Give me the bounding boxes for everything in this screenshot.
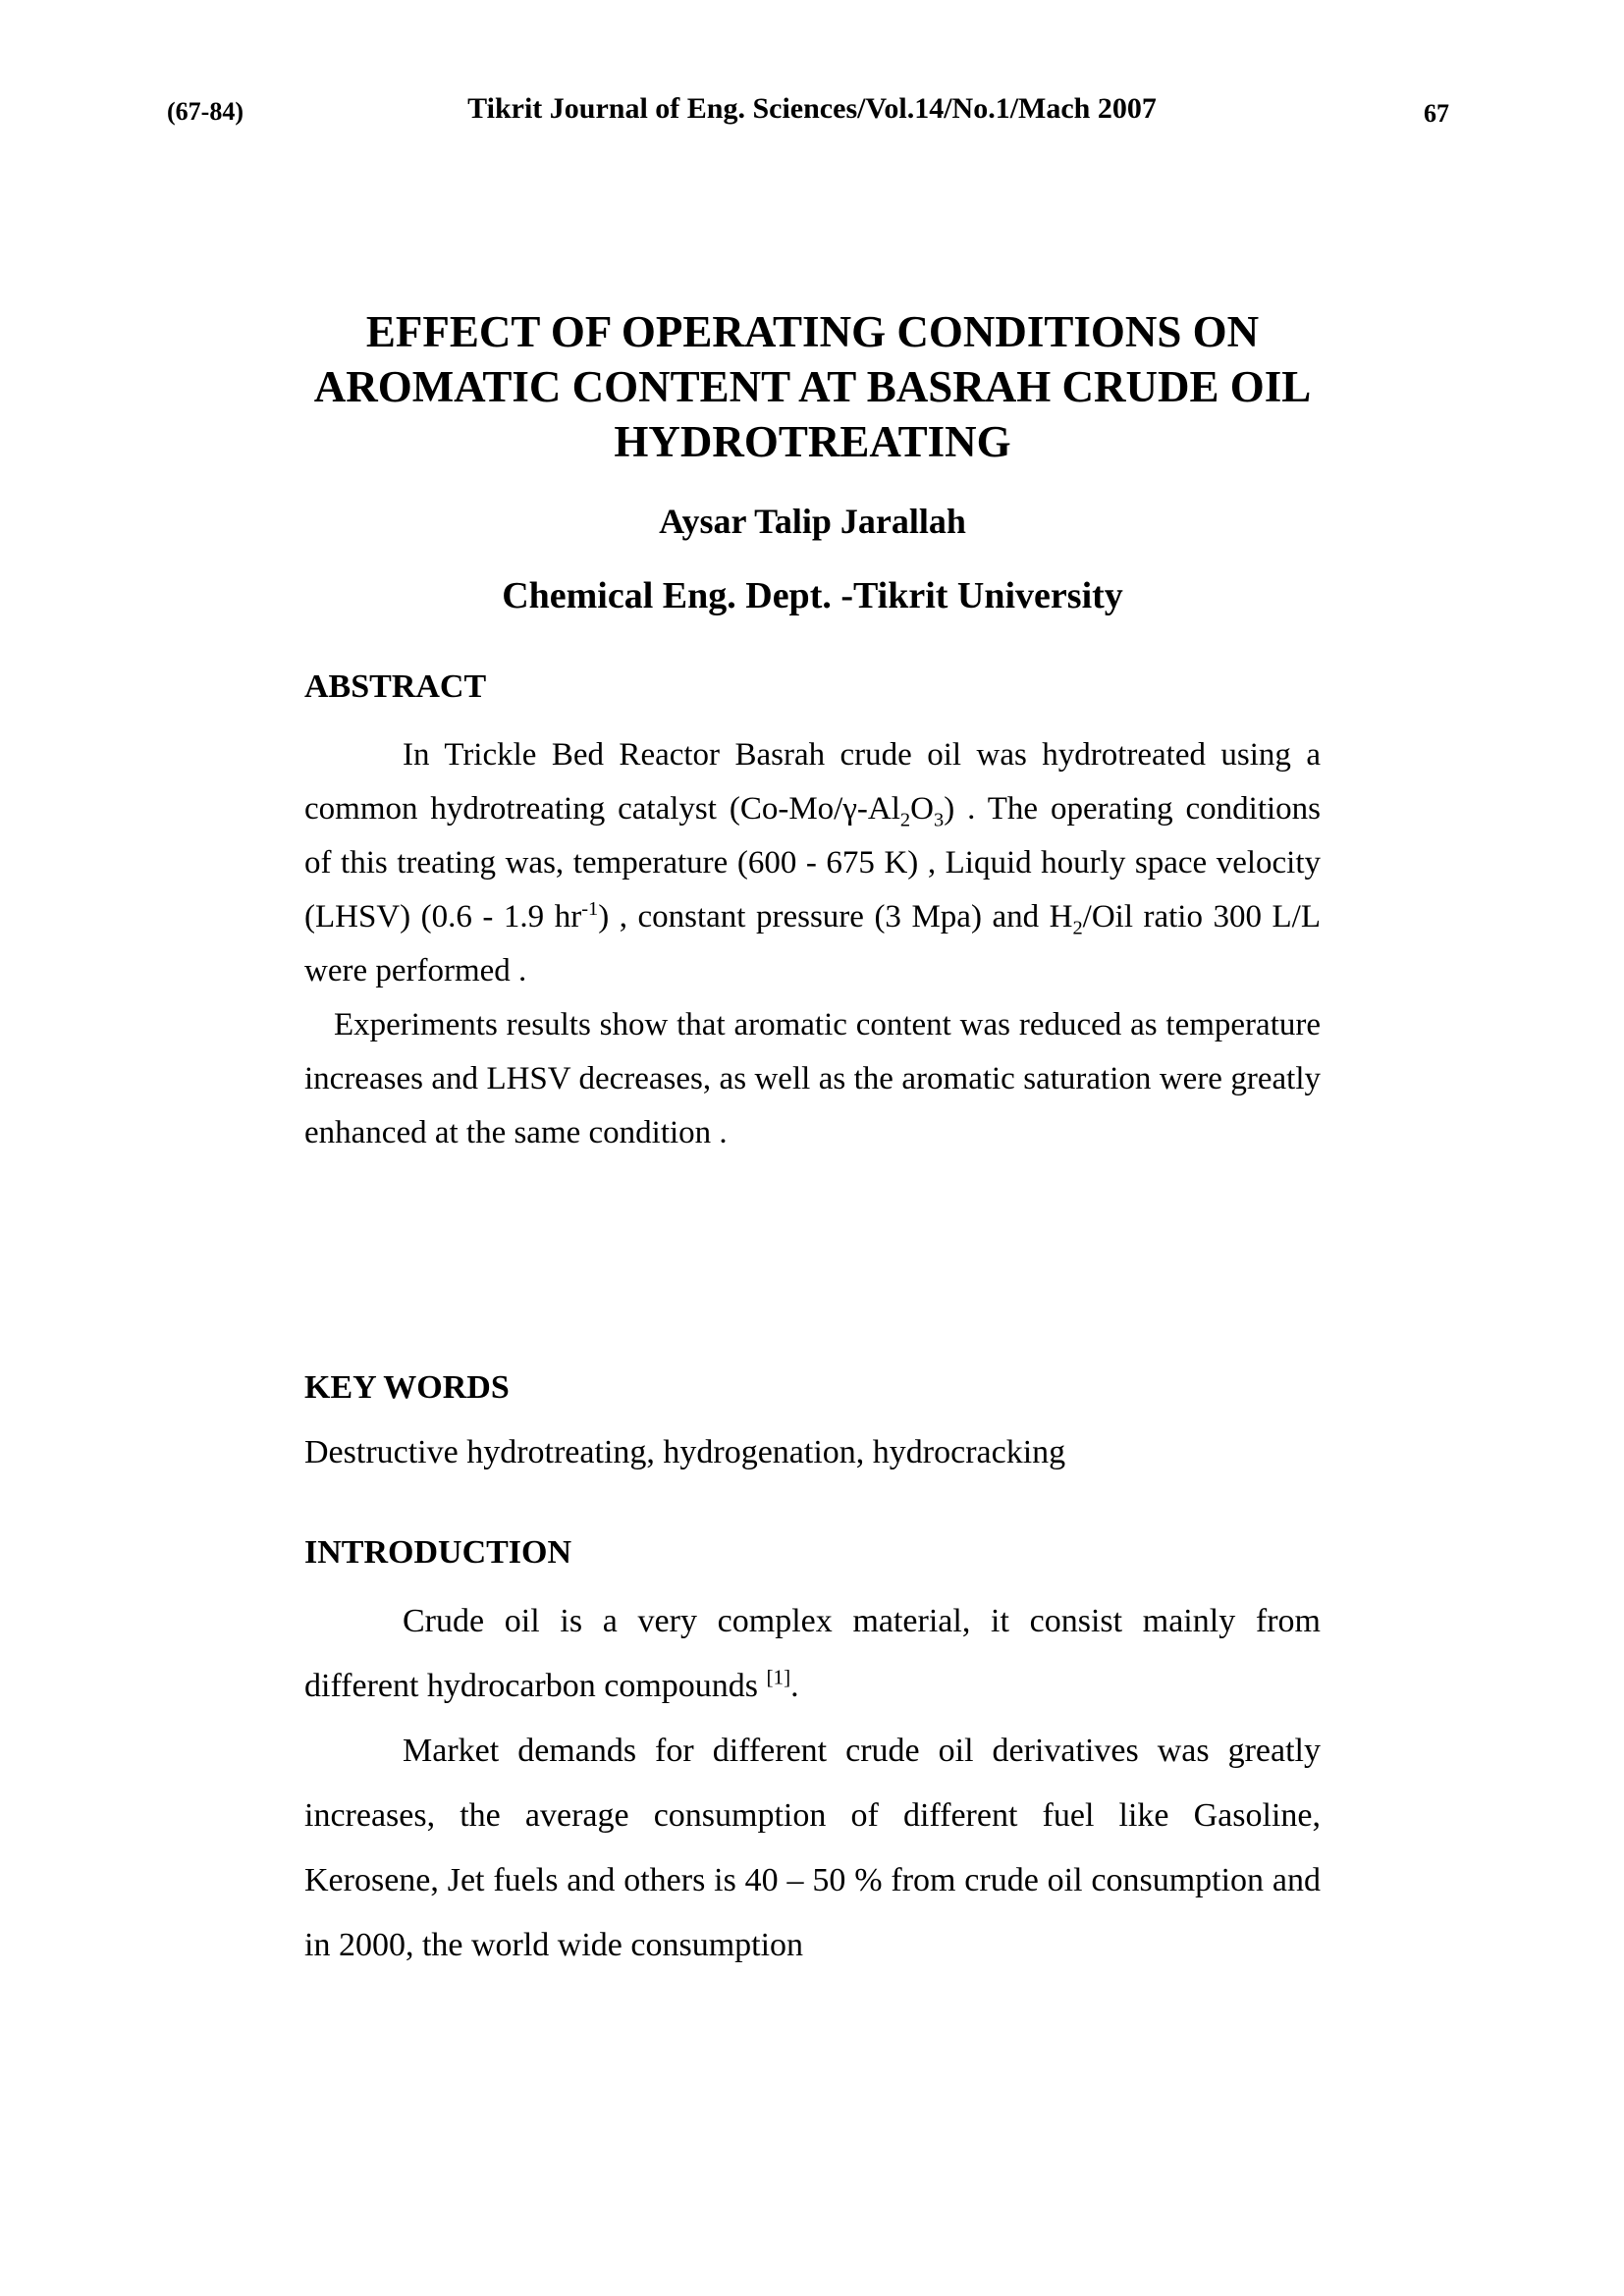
header-journal-title: Tikrit Journal of Eng. Sciences/Vol.14/No.1/Mach 2007 [467, 92, 1157, 125]
abstract-paragraph: In Trickle Bed Reactor Basrah crude oil was hydrotreated using a common hydrotreating catalyst $(Co-Mo/\gamma-Al_2O_3)$ . The operating conditions of this treating was, temperature (600 - 675 K) , Liquid hourly space velocity (LHSV) (0.6 - 1.9 $hr^{-1}$) , constant pressure (3 Mpa) and $H_2$/Oil ratio 300 L/L were performed . [304, 737, 1321, 988]
page-header [167, 90, 1457, 133]
header-page-range: (67-84) [167, 97, 244, 126]
abstract-paragraph: Experiments results show that aromatic content was reduced as temperature increases and LHSV decreases, as well as the aromatic saturation were greatly enhanced at the same condition . [304, 1007, 1321, 1150]
introduction-paragraph: Crude oil is a very complex material, it consist mainly from different hydrocarbon compounds [1]. [304, 1603, 1321, 1704]
keywords-text: Destructive hydrotreating, hydrogenation, hydrocracking [304, 1434, 1066, 1470]
header-page-number: 67 [1424, 99, 1449, 128]
introduction-section [304, 1589, 1321, 1978]
author-affiliation: Chemical Eng. Dept. -Tikrit University [502, 575, 1123, 616]
article-title: EFFECT OF OPERATING CONDITIONS ON AROMATIC CONTENT AT BASRAH CRUDE OIL HYDROTREATING [313, 307, 1312, 466]
abstract-section [304, 728, 1321, 1160]
introduction-paragraph: Market demands for different crude oil derivatives was greatly increases, the average consumption of different fuel like Gasoline, Kerosene, Jet fuels and others is 40 – 50 % from crude oil consumption and in 2000, the world wide consumption [304, 1733, 1321, 1963]
introduction-heading: INTRODUCTION [304, 1534, 572, 1571]
abstract-heading: ABSTRACT [304, 668, 487, 705]
keywords-heading: KEY WORDS [304, 1369, 510, 1406]
author-name: Aysar Talip Jarallah [659, 502, 966, 541]
